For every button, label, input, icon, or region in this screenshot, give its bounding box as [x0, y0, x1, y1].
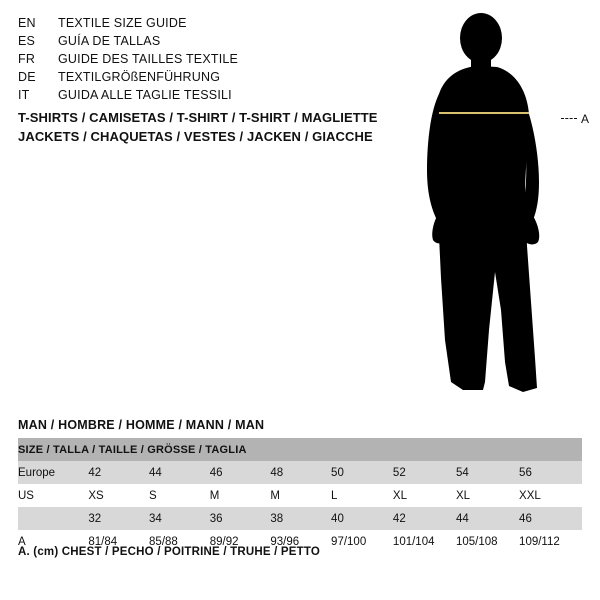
- cell: L: [331, 484, 393, 507]
- cell: 52: [393, 461, 456, 484]
- language-row: [18, 16, 398, 34]
- category-list: [18, 110, 438, 148]
- cell: 44: [149, 461, 210, 484]
- cell: 89/92: [210, 530, 271, 553]
- language-title: TEXTILE SIZE GUIDE: [58, 16, 187, 30]
- table-row: [18, 507, 582, 530]
- cell: 34: [149, 507, 210, 530]
- language-code: IT: [18, 88, 30, 102]
- cell: XL: [456, 484, 519, 507]
- language-code: DE: [18, 70, 36, 84]
- cell: 56: [519, 461, 582, 484]
- table-title: MAN / HOMBRE / HOMME / MANN / MAN: [18, 418, 265, 432]
- language-code: FR: [18, 52, 36, 66]
- table-row: [18, 461, 582, 484]
- cell: 109/112: [519, 530, 582, 553]
- language-title: GUIDE DES TAILLES TEXTILE: [58, 52, 239, 66]
- cell: XXL: [519, 484, 582, 507]
- row-label: [18, 507, 88, 530]
- cell: 44: [456, 507, 519, 530]
- cell: 81/84: [88, 530, 149, 553]
- cell: XL: [393, 484, 456, 507]
- cell: 42: [393, 507, 456, 530]
- cell: 36: [210, 507, 271, 530]
- language-title: GUÍA DE TALLAS: [58, 34, 161, 48]
- cell: 97/100: [331, 530, 393, 553]
- cell: S: [149, 484, 210, 507]
- row-label: US: [18, 484, 88, 507]
- language-title: GUIDA ALLE TAGLIE TESSILI: [58, 88, 232, 102]
- cell: 46: [519, 507, 582, 530]
- table-header-row: [18, 438, 582, 461]
- language-code: ES: [18, 34, 36, 48]
- cell: 101/104: [393, 530, 456, 553]
- language-title: TEXTILGRÖßENFÜHRUNG: [58, 70, 221, 84]
- table-row: [18, 484, 582, 507]
- cell: 40: [331, 507, 393, 530]
- size-table: [18, 438, 582, 553]
- size-table-block: [18, 418, 582, 553]
- language-row: [18, 52, 398, 70]
- cell: 32: [88, 507, 149, 530]
- cell: 50: [331, 461, 393, 484]
- cell: 54: [456, 461, 519, 484]
- table-header-label: SIZE / TALLA / TAILLE / GRÖSSE / TAGLIA: [18, 443, 247, 456]
- row-label: A: [18, 530, 88, 553]
- row-label: Europe: [18, 461, 88, 484]
- cell: 42: [88, 461, 149, 484]
- cell: 38: [270, 507, 331, 530]
- cell: XS: [88, 484, 149, 507]
- language-row: [18, 34, 398, 52]
- category-tshirts: T-SHIRTS / CAMISETAS / T-SHIRT / T-SHIRT / MAGLIETTE: [18, 110, 378, 125]
- cell: M: [210, 484, 271, 507]
- footnote: A. (cm) CHEST / PECHO / POITRINE / TRUHE / PETTO: [18, 546, 321, 558]
- cell: 46: [210, 461, 271, 484]
- measure-label-a: A: [581, 112, 590, 126]
- category-jackets: JACKETS / CHAQUETAS / VESTES / JACKEN / GIACCHE: [18, 129, 373, 144]
- cell: 85/88: [149, 530, 210, 553]
- measure-leader-line: [561, 118, 577, 119]
- language-row: [18, 70, 398, 88]
- language-code: EN: [18, 16, 36, 30]
- cell: 93/96: [270, 530, 331, 553]
- cell: M: [270, 484, 331, 507]
- language-row: [18, 88, 398, 106]
- cell: 105/108: [456, 530, 519, 553]
- man-silhouette-icon: [405, 10, 600, 400]
- language-list: [18, 16, 398, 106]
- body-figure: [405, 10, 600, 400]
- cell: 48: [270, 461, 331, 484]
